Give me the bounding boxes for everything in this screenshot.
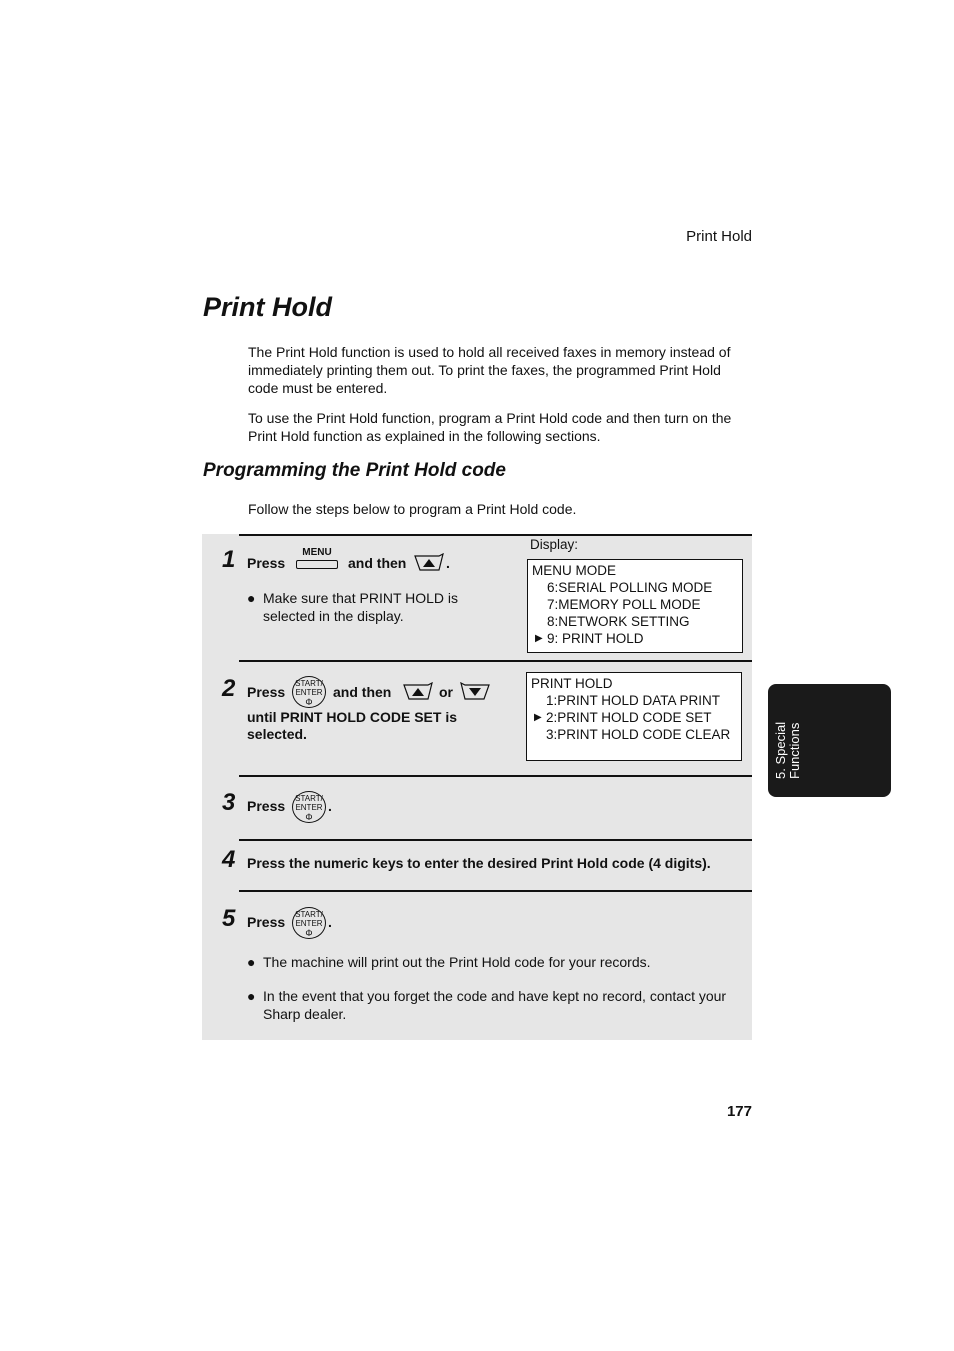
step-text: .	[328, 798, 332, 814]
display-label: Display:	[530, 537, 579, 552]
step-text: and then	[348, 555, 407, 571]
start-enter-key-icon: START/ ENTER Φ	[292, 676, 326, 708]
step-divider	[239, 660, 752, 662]
step-number: 3	[222, 789, 236, 816]
intro-paragraph-2: To use the Print Hold function, program a Print Hold code and then turn on the Print Hold function as explained in the following sections.	[248, 410, 732, 444]
step-text: until PRINT HOLD CODE SET is	[247, 709, 458, 725]
page-number: 177	[726, 1103, 752, 1120]
step-text: Press the numeric keys to enter the desired Print Hold code (4 digits).	[247, 855, 711, 871]
step-text: Press	[247, 914, 286, 930]
lcd-line: 3:PRINT HOLD CODE CLEAR	[546, 727, 731, 742]
step-text: and then	[333, 684, 392, 700]
up-arrow-key-icon	[402, 682, 434, 702]
step-text: Press	[247, 684, 286, 700]
lcd-line-selected: ▶ 2:PRINT HOLD CODE SET	[534, 710, 712, 725]
list-item: ● The machine will print out the Print Hold code for your records.	[247, 954, 651, 970]
step-divider	[239, 775, 752, 777]
chapter-tab-label: 5. Special Functions	[773, 721, 802, 779]
up-arrow-key-icon	[413, 553, 445, 573]
step-text: .	[446, 555, 450, 571]
start-enter-key-icon: START/ ENTER Φ	[292, 907, 326, 939]
list-item: ● In the event that you forget the code and have kept no record, contact your Sharp dealer.	[247, 988, 727, 1022]
step-divider	[239, 890, 752, 892]
section-lead: Follow the steps below to program a Print Hold code.	[248, 501, 577, 517]
menu-key-icon	[296, 547, 338, 569]
pointer-icon: ▶	[535, 633, 543, 644]
lcd-line: 1:PRINT HOLD DATA PRINT	[546, 693, 721, 708]
step-text: Press	[247, 555, 286, 571]
menu-key-label: MENU	[302, 547, 332, 558]
lcd-title: MENU MODE	[532, 563, 616, 578]
lcd-screen-print-hold	[526, 672, 742, 761]
section-title: Programming the Print Hold code	[203, 460, 506, 481]
lcd-line: 7:MEMORY POLL MODE	[547, 597, 701, 612]
step-number: 1	[222, 546, 236, 573]
pointer-icon: ▶	[534, 712, 542, 723]
lcd-line-selected: ▶ 9: PRINT HOLD	[535, 631, 644, 646]
down-arrow-key-icon	[459, 682, 491, 702]
step-text: selected.	[247, 726, 307, 742]
lcd-title: PRINT HOLD	[531, 676, 613, 691]
step-text: .	[328, 914, 332, 930]
lcd-screen-menu-mode	[527, 559, 743, 653]
running-head: Print Hold	[686, 228, 752, 245]
step-divider	[239, 534, 752, 536]
steps-panel	[202, 534, 752, 1040]
step-text: or	[439, 684, 453, 700]
step-number: 4	[222, 846, 236, 873]
step-text: Press	[247, 798, 286, 814]
step-divider	[239, 839, 752, 841]
list-item: ● Make sure that PRINT HOLD is selected in the display.	[247, 590, 459, 624]
intro-paragraph-1: The Print Hold function is used to hold all received faxes in memory instead of immediately printing them out. To print the faxes, the programmed Print Hold code must be entered.	[248, 344, 731, 396]
step-number: 2	[222, 675, 236, 702]
step-number: 5	[222, 905, 236, 932]
start-enter-key-icon: START/ ENTER Φ	[292, 791, 326, 823]
lcd-line: 8:NETWORK SETTING	[547, 614, 690, 629]
lcd-line: 6:SERIAL POLLING MODE	[547, 580, 713, 595]
chapter-tab	[768, 684, 891, 797]
page-title: Print Hold	[203, 292, 332, 322]
